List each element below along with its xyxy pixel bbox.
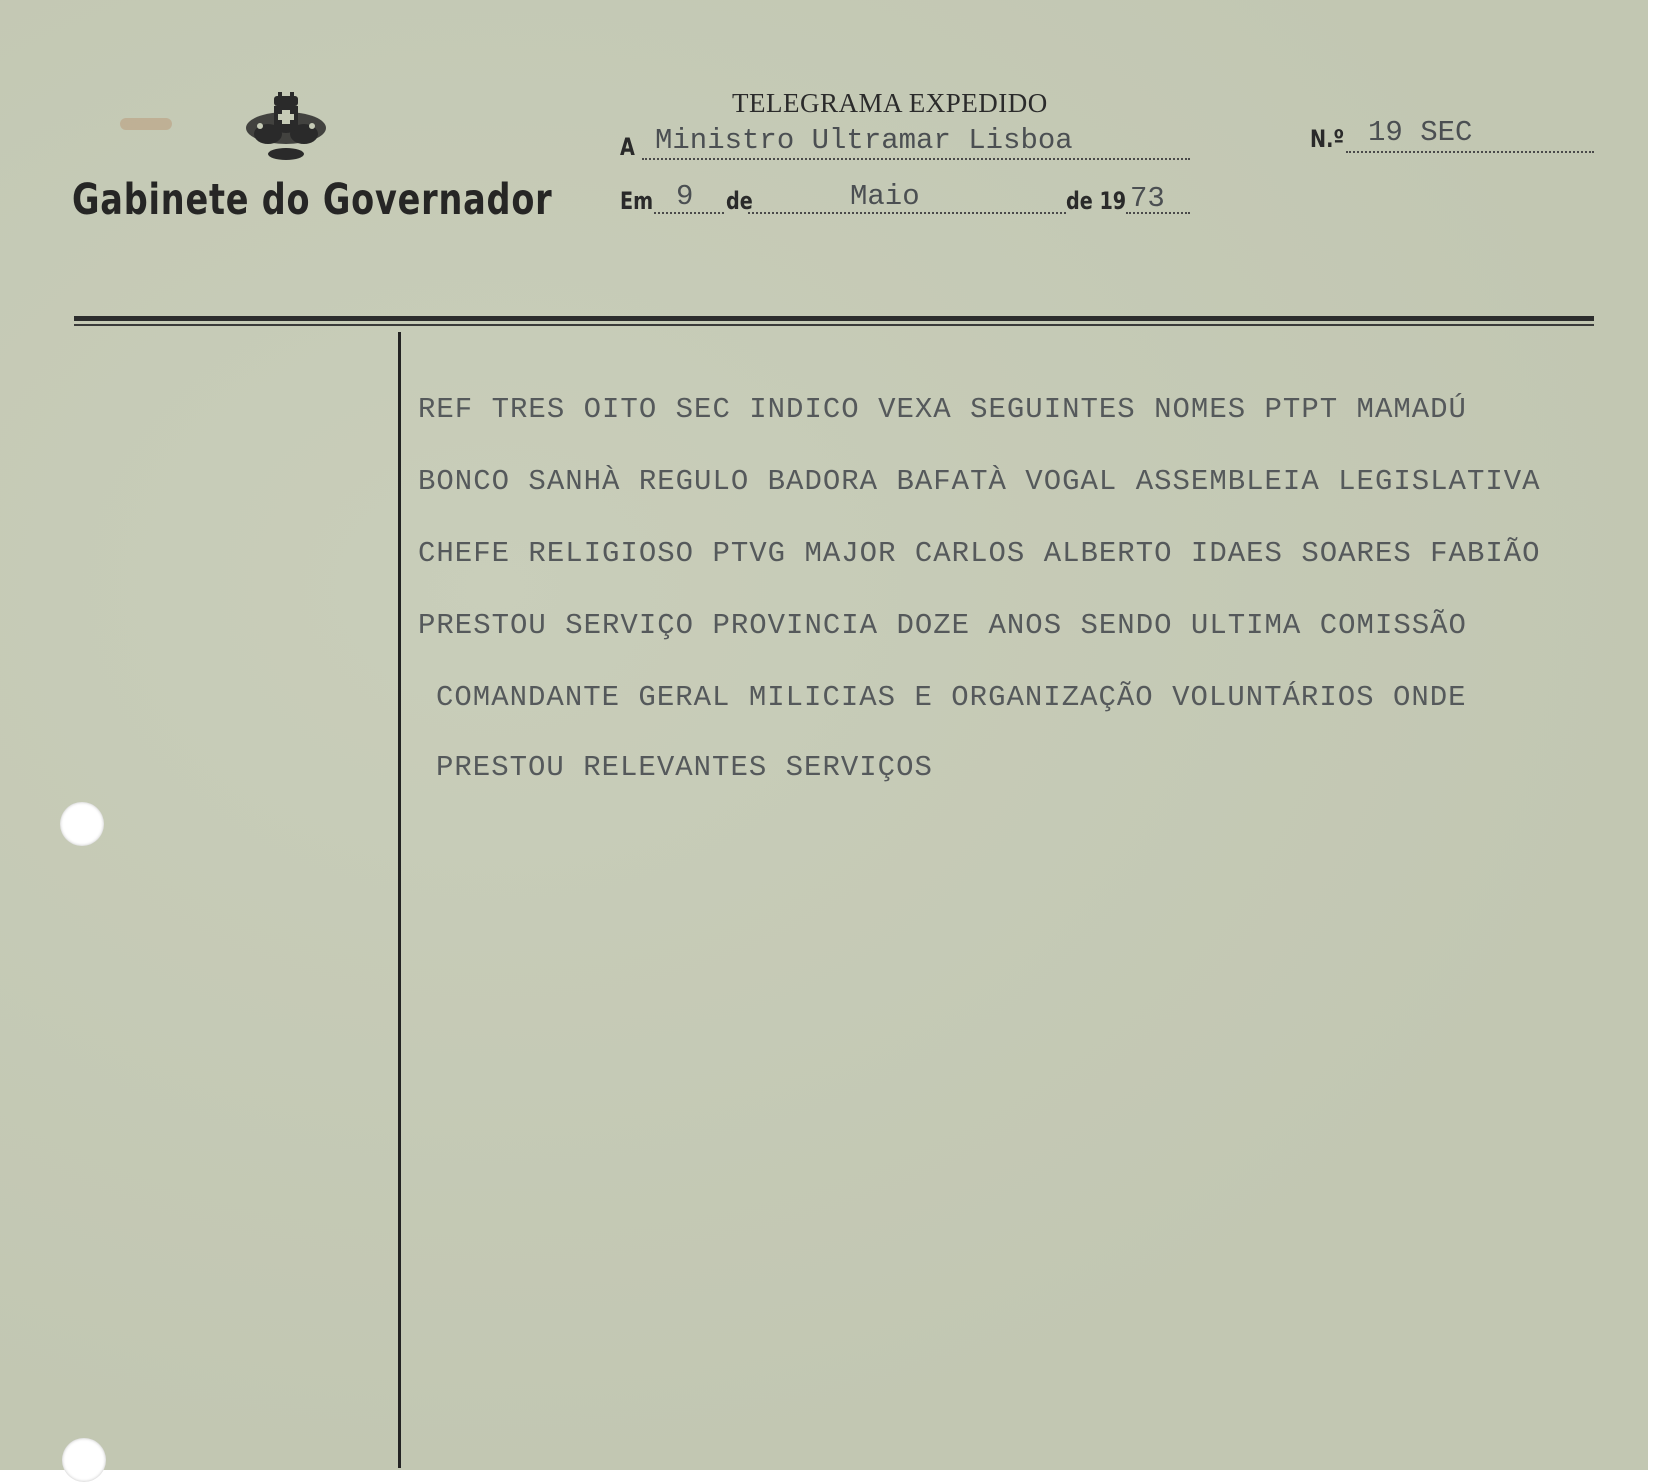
day-dotted-line xyxy=(654,212,724,214)
coat-of-arms-icon xyxy=(238,90,334,162)
message-line: COMANDANTE GERAL MILICIAS E ORGANIZAÇÃO VOLUNTÁRIOS ONDE xyxy=(436,681,1467,714)
date-month: Maio xyxy=(850,180,920,213)
paper-stain xyxy=(120,118,172,130)
addressee-dotted-line xyxy=(642,158,1190,160)
organization-name: Gabinete do Governador xyxy=(72,175,553,225)
year-dotted-line xyxy=(1126,212,1190,214)
addressee-value: Ministro Ultramar Lisboa xyxy=(655,124,1073,157)
margin-rule xyxy=(398,332,401,1468)
number-label: N.º xyxy=(1310,125,1345,153)
document-title: TELEGRAMA EXPEDIDO xyxy=(732,88,1048,118)
message-line: CHEFE RELIGIOSO PTVG MAJOR CARLOS ALBERTO IDAES SOARES FABIÃO xyxy=(418,537,1541,570)
message-line: BONCO SANHÀ REGULO BADORA BAFATÀ VOGAL ASSEMBLEIA LEGISLATIVA xyxy=(418,465,1541,498)
number-dotted-line xyxy=(1346,151,1594,153)
to-label: A xyxy=(620,133,635,161)
punch-hole xyxy=(60,802,104,846)
header-rule xyxy=(74,316,1594,321)
punch-hole xyxy=(62,1438,106,1482)
number-value: 19 SEC xyxy=(1368,116,1473,149)
de-label-2: de 19 xyxy=(1066,187,1127,215)
message-line: REF TRES OITO SEC INDICO VEXA SEGUINTES NOMES PTPT MAMADÚ xyxy=(418,393,1467,426)
date-label: Em xyxy=(620,187,654,215)
month-dotted-line xyxy=(748,212,1066,214)
message-line: PRESTOU RELEVANTES SERVIÇOS xyxy=(436,751,933,784)
header-rule-thin xyxy=(74,324,1594,326)
de-label-1: de xyxy=(726,187,753,215)
message-line: PRESTOU SERVIÇO PROVINCIA DOZE ANOS SENDO ULTIMA COMISSÃO xyxy=(418,609,1467,642)
date-year-suffix: 73 xyxy=(1130,182,1165,215)
date-day: 9 xyxy=(676,180,694,213)
